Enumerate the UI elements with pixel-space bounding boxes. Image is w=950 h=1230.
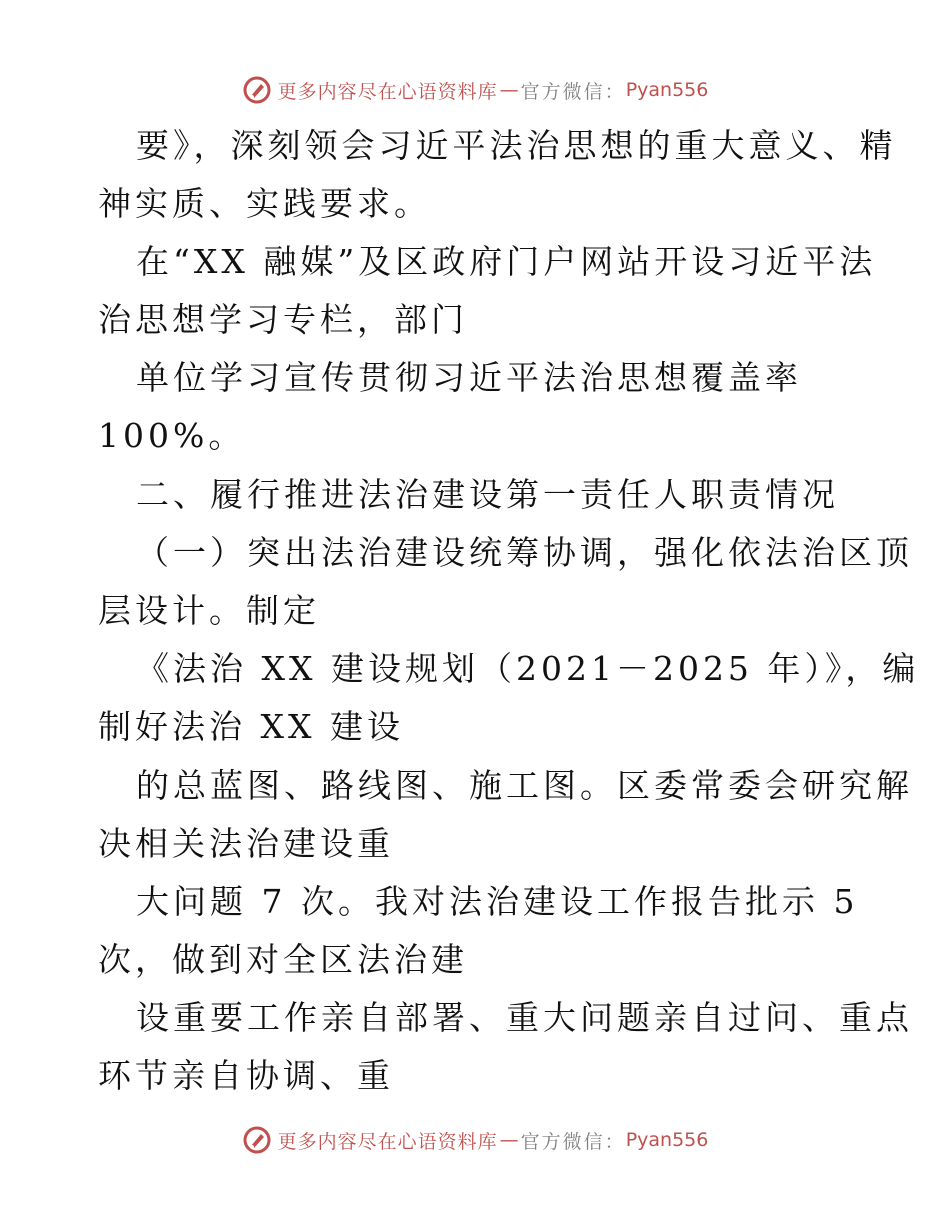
watermark-sub-text: 官方微信：	[520, 1130, 626, 1153]
body-line: 决相关法治建设重	[98, 824, 394, 863]
body-line: 神实质、实践要求。	[98, 184, 431, 223]
body-line: 单位学习宣传贯彻习近平法治思想覆盖率	[136, 358, 802, 397]
body-line: 治思想学习专栏，部门	[98, 300, 468, 339]
body-line: 层设计。制定	[98, 591, 320, 630]
body-line: （一）突出法治建设统筹协调，强化依法治区顶	[136, 533, 913, 572]
watermark-id-text: Pyan556	[625, 79, 709, 101]
pen-nib-logo-icon	[242, 1125, 272, 1155]
pen-nib-logo-icon	[242, 75, 272, 105]
watermark-separator: —	[499, 79, 519, 101]
body-line: 大问题 7 次。我对法治建设工作报告批示 5	[136, 882, 859, 921]
body-line: 《法治 XX 建设规划（2021－2025 年）》，编	[136, 649, 920, 688]
body-line: 设重要工作亲自部署、重大问题亲自过问、重点	[136, 998, 913, 1037]
watermark-id-text: Pyan556	[625, 1129, 709, 1151]
watermark-main-text: 更多内容尽在心语资料库	[277, 80, 498, 103]
body-line: 100%。	[98, 416, 246, 455]
body-line: 的总蓝图、路线图、施工图。区委常委会研究解	[136, 766, 913, 805]
header-watermark	[0, 70, 950, 110]
body-line: 环节亲自协调、重	[98, 1056, 394, 1095]
body-line: 制好法治 XX 建设	[98, 707, 404, 746]
watermark-sub-text: 官方微信：	[520, 80, 626, 103]
section-heading: 二、履行推进法治建设第一责任人职责情况	[136, 475, 839, 514]
body-line: 要》，深刻领会习近平法治思想的重大意义、精	[136, 126, 897, 165]
body-line: 在“XX 融媒”及区政府门户网站开设习近平法	[136, 242, 877, 281]
watermark-main-text: 更多内容尽在心语资料库	[277, 1130, 498, 1153]
footer-watermark	[0, 1120, 950, 1160]
body-line: 次，做到对全区法治建	[98, 940, 468, 979]
watermark-separator: —	[499, 1129, 519, 1151]
